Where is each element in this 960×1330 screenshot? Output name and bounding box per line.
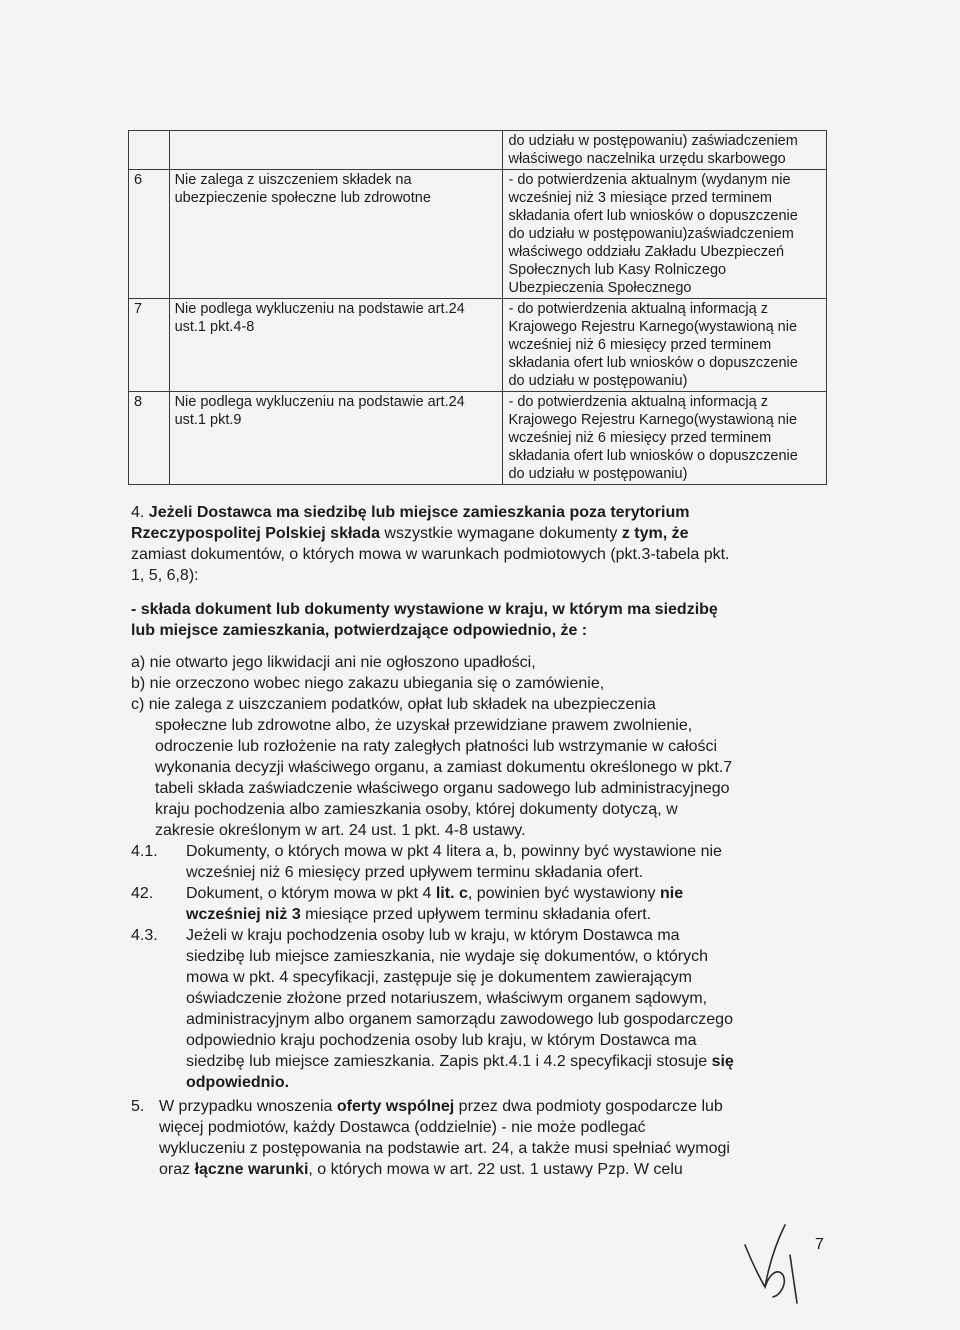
cell-line: Nie podlega wykluczeniu na podstawie art.24 [174, 394, 465, 410]
section-5-line-2: więcej podmiotów, każdy Dostawca (oddzielnie) - nie może podlegać [159, 1119, 646, 1136]
text: wszystkie wymagane dokumenty [379, 525, 622, 542]
table-row [129, 131, 827, 170]
section-5-line-1 [159, 1097, 723, 1118]
text: miesiące przed upływem terminu składania ofert. [300, 906, 652, 923]
table-cell-documents [503, 131, 827, 170]
row-number: 7 [129, 299, 170, 392]
cell-line: do udziału w postępowaniu) zaświadczeniem [508, 133, 798, 149]
section-4-line-2 [131, 524, 689, 545]
text: Dokument, o którym mowa w pkt 4 [186, 885, 436, 902]
section-4-3-line: administracyjnym albo organem samorządu zawodowego lub gospodarczego [186, 1011, 733, 1028]
cell-line: Krajowego Rejestru Karnego(wystawioną nie [508, 412, 798, 428]
item-a: a) nie otwarto jego likwidacji ani nie ogłoszono upadłości, [131, 654, 536, 671]
table-cell-requirement [169, 170, 503, 299]
section-4-3-line: odpowiednio kraju pochodzenia osoby lub kraju, w którym Dostawca ma [186, 1032, 697, 1049]
bold-text: z tym, że [621, 525, 689, 542]
cell-line: Krajowego Rejestru Karnego(wystawioną nie [508, 319, 798, 335]
cell-line: Ubezpieczenia Społecznego [508, 280, 692, 296]
cell-line: ust.1 pkt.4-8 [174, 319, 255, 335]
cell-line: Nie zalega z uiszczeniem składek na [174, 172, 412, 188]
text: oraz [159, 1161, 195, 1178]
table-row [129, 170, 827, 299]
cell-line: do udziału w postępowaniu) [508, 466, 688, 482]
lead-line-2: lub miejsce zamieszkania, potwierdzające odpowiednio, że : [131, 622, 588, 639]
table-cell-requirement [169, 299, 503, 392]
cell-line: Nie podlega wykluczeniu na podstawie art.24 [174, 301, 465, 317]
row-number: 8 [129, 392, 170, 485]
section-number: 4. [131, 504, 145, 521]
cell-line: ust.1 pkt.9 [174, 412, 242, 428]
text: W przypadku wnoszenia [159, 1098, 337, 1115]
section-4-line-3: zamiast dokumentów, o których mowa w warunkach podmiotowych (pkt.3-tabela pkt. [131, 546, 730, 563]
section-5-line-3: wykluczeniu z postępowania na podstawie art. 24, a także musi spełniać wymogi [159, 1140, 730, 1157]
page-number: 7 [815, 1236, 824, 1253]
text: siedzibę lub miejsce zamieszkania. Zapis pkt.4.1 i 4.2 specyfikacji stosuje [186, 1053, 712, 1070]
table-cell-requirement [169, 392, 503, 485]
item-c-cont: kraju pochodzenia albo zamieszkania osoby, której dokumenty dotyczą, w [155, 801, 678, 818]
cell-line: - do potwierdzenia aktualną informacją z [508, 394, 768, 410]
section-4-3-line: oświadczenie złożone przed notariuszem, właściwym organem sądowym, [186, 990, 708, 1007]
item-c-cont: odroczenie lub rozłożenie na raty zaległych płatności lub wstrzymanie w całości [155, 738, 718, 755]
cell-line: Społecznych lub Kasy Rolniczego [508, 262, 727, 278]
section-4-1-line-1: Dokumenty, o których mowa w pkt 4 litera a, b, powinny być wystawione nie [186, 843, 722, 860]
cell-line: - do potwierdzenia aktualną informacją z [508, 301, 768, 317]
table-cell-documents [503, 392, 827, 485]
section-4-2-line-1 [186, 884, 683, 905]
cell-line: ubezpieczenie społeczne lub zdrowotne [174, 190, 431, 206]
item-c-cont: społeczne lub zdrowotne albo, że uzyskał przewidziane prawem zwolnienie, [155, 717, 693, 734]
section-4-1-line-2: wcześniej niż 6 miesięcy przed upływem terminu składania ofert. [186, 864, 644, 881]
cell-line: wcześniej niż 6 miesięcy przed terminem [508, 337, 772, 353]
table-row [129, 299, 827, 392]
section-number: 4.1. [131, 843, 158, 860]
bold-text: oferty wspólnej [336, 1098, 455, 1115]
section-number: 5. [131, 1098, 145, 1115]
bold-text: lit. c [435, 885, 468, 902]
text: przez dwa podmioty gospodarcze lub [454, 1098, 723, 1115]
text: , o których mowa w art. 22 ust. 1 ustawy Pzp. W celu [308, 1161, 683, 1178]
section-number: 4.3. [131, 927, 158, 944]
bold-text: wcześniej niż 3 [186, 906, 301, 923]
bold-text: nie [659, 885, 684, 902]
cell-line: do udziału w postępowaniu)zaświadczeniem [508, 226, 794, 242]
section-number: 42. [131, 885, 154, 902]
cell-line: do udziału w postępowaniu) [508, 373, 688, 389]
requirements-table [128, 130, 827, 485]
bold-text: Rzeczypospolitej Polskiej składa [131, 525, 380, 542]
section-4-3-line: Jeżeli w kraju pochodzenia osoby lub w kraju, w którym Dostawca ma [186, 927, 680, 944]
cell-line: składania ofert lub wniosków o dopuszczenie [508, 355, 798, 371]
bold-text: Jeżeli Dostawca ma siedzibę lub miejsce zamieszkania poza terytorium [148, 504, 690, 521]
item-c-cont: tabeli składa zaświadczenie właściwego organu sadowego lub administracyjnego [155, 780, 730, 797]
item-c-cont: wykonania decyzji właściwego organu, a zamiast dokumentu określonego w pkt.7 [155, 759, 733, 776]
section-4-line-4: 1, 5, 6,8): [131, 567, 199, 584]
cell-line: wcześniej niż 6 miesięcy przed terminem [508, 430, 772, 446]
cell-line: właściwego oddziału Zakładu Ubezpieczeń [508, 244, 785, 260]
section-4-3-line: odpowiednio. [186, 1074, 290, 1091]
lead-line-1: - składa dokument lub dokumenty wystawione w kraju, w którym ma siedzibę [131, 601, 718, 618]
item-b: b) nie orzeczono wobec niego zakazu ubiegania się o zamówienie, [131, 675, 605, 692]
table-cell-documents [503, 299, 827, 392]
table-cell-documents [503, 170, 827, 299]
bold-text: łączne warunki [194, 1161, 309, 1178]
section-5-line-4 [159, 1160, 683, 1181]
row-number: 6 [129, 170, 170, 299]
bold-text: się [711, 1053, 734, 1070]
cell-line: wcześniej niż 3 miesiące przed terminem [508, 190, 772, 206]
cell-line: - do potwierdzenia aktualnym (wydanym nie [508, 172, 791, 188]
table-row [129, 392, 827, 485]
section-4-3-line: siedzibę lub miejsce zamieszkania, nie wydaje się dokumentów, o których [186, 948, 709, 965]
section-4-3-line: mowa w pkt. 4 specyfikacji, zastępuje się je dokumentem zawierającym [186, 969, 692, 986]
item-c: c) nie zalega z uiszczaniem podatków, opłat lub składek na ubezpieczenia [131, 696, 656, 713]
cell-line: składania ofert lub wniosków o dopuszczenie [508, 208, 798, 224]
section-4-2-line-2 [186, 905, 651, 926]
section-4-line-1 [131, 503, 689, 524]
text: , powinien być wystawiony [467, 885, 660, 902]
handwritten-signature [735, 1205, 815, 1305]
cell-line: właściwego naczelnika urzędu skarbowego [508, 151, 786, 167]
section-4-3-line [186, 1052, 734, 1073]
item-c-cont: zakresie określonym w art. 24 ust. 1 pkt. 4-8 ustawy. [155, 822, 526, 839]
cell-line: składania ofert lub wniosków o dopuszczenie [508, 448, 798, 464]
